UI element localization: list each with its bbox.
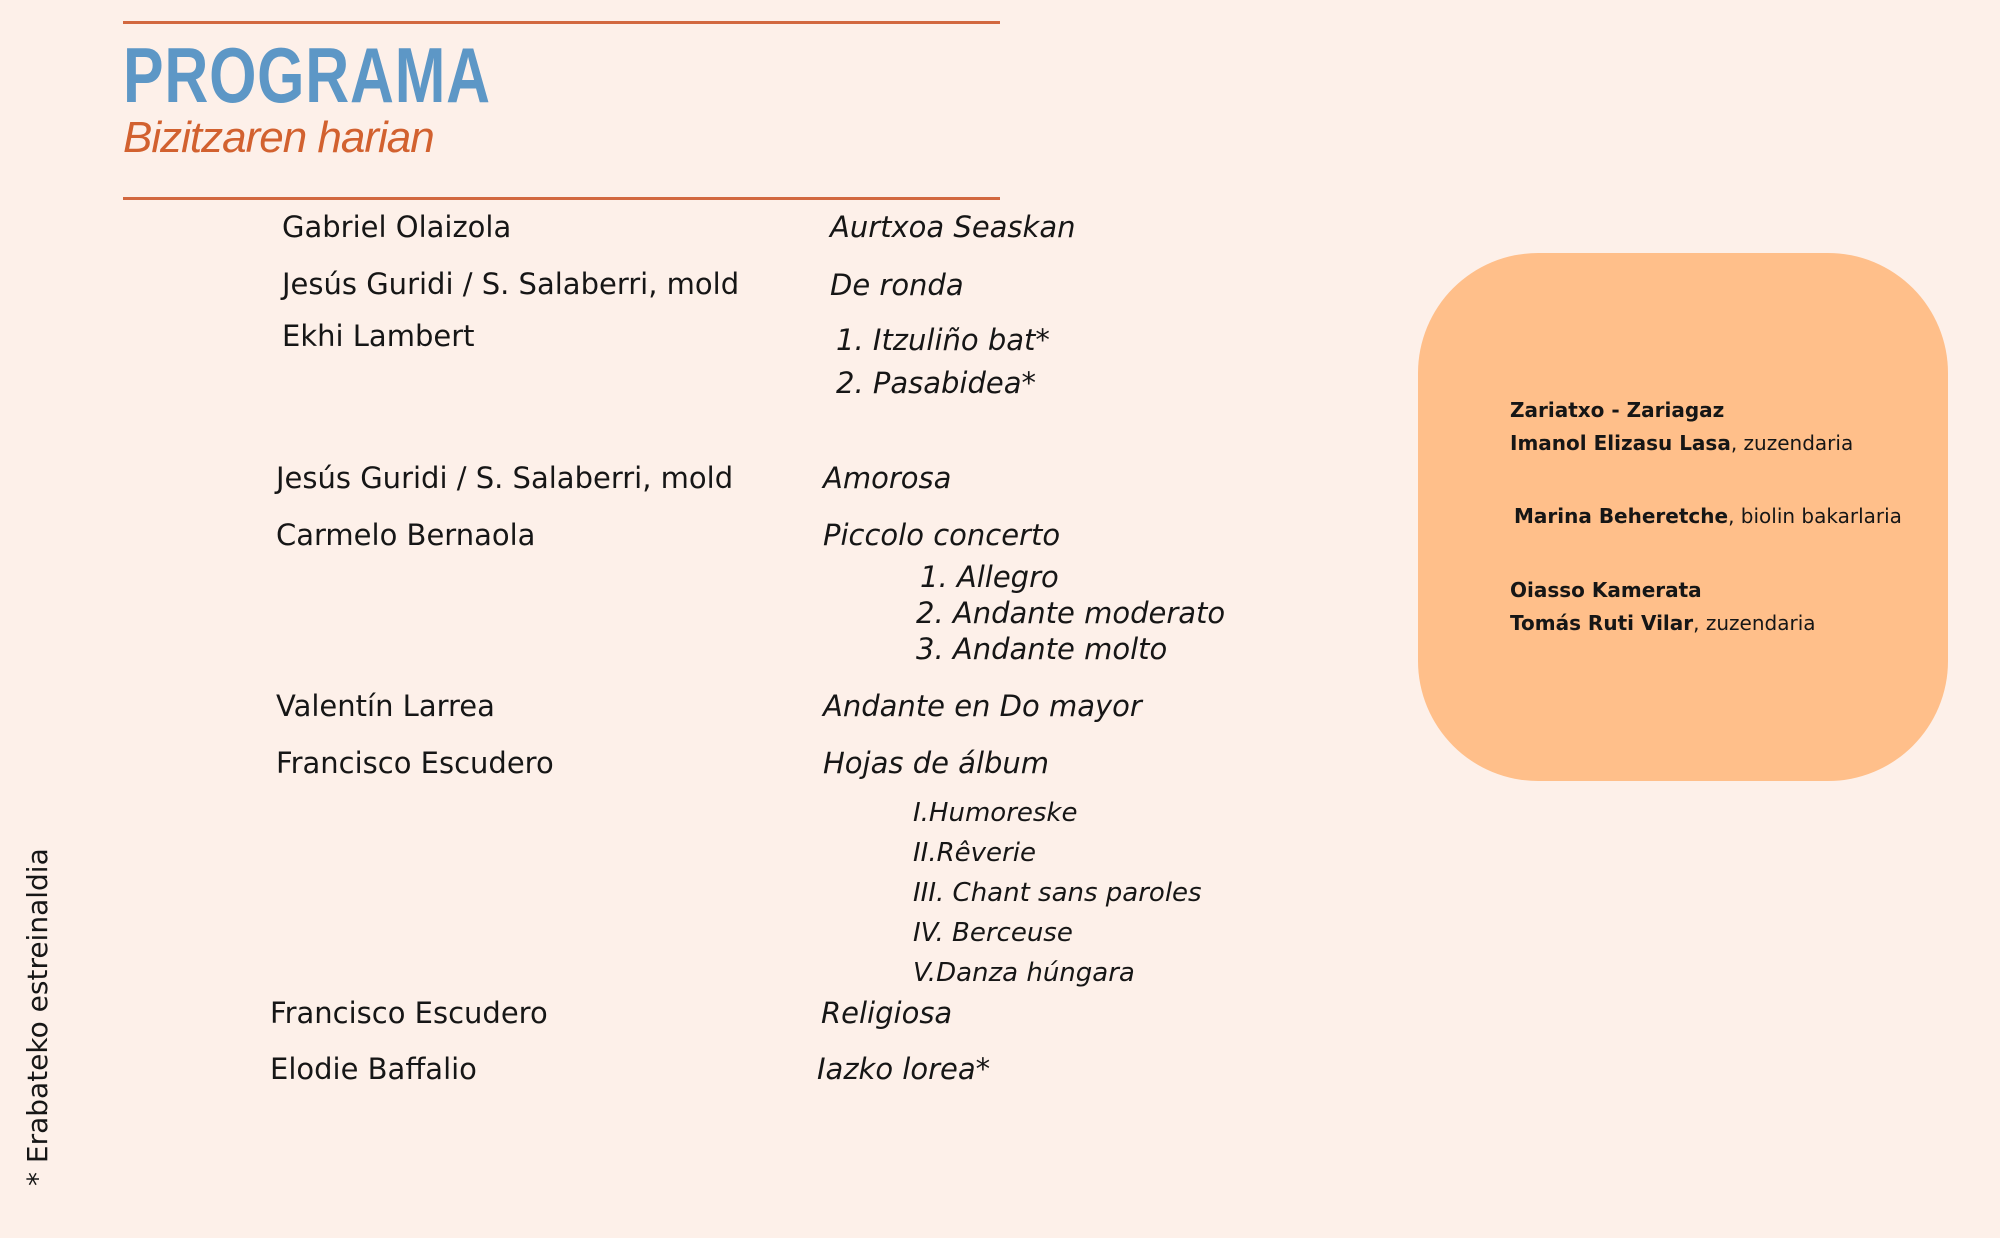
- program-item-piece: Piccolo concerto: [823, 518, 1061, 552]
- program-item-movement: 1. Itzuliño bat*: [836, 323, 1050, 357]
- premiere-footnote: * Erabateko estreinaldia: [21, 848, 54, 1186]
- program-item-movement: 3. Andante molto: [916, 632, 1168, 666]
- program-item-composer: Ekhi Lambert: [282, 319, 475, 353]
- program-item-movement: IV. Berceuse: [913, 918, 1073, 948]
- performer-name: Oiasso Kamerata: [1510, 578, 1702, 602]
- program-item-composer: Francisco Escudero: [276, 746, 554, 780]
- performer-name: Marina Beheretche: [1514, 504, 1729, 528]
- performer-role: , biolin bakarlaria: [1728, 504, 1902, 528]
- program-item-composer: Elodie Baffalio: [270, 1052, 477, 1086]
- program-item-piece: De ronda: [830, 268, 964, 302]
- program-item-composer: Jesús Guridi / S. Salaberri, mold: [276, 461, 734, 495]
- performer-name: Imanol Elizasu Lasa: [1510, 431, 1731, 455]
- program-item-piece: Hojas de álbum: [823, 746, 1050, 780]
- program-item-movement: 2. Pasabidea*: [836, 366, 1037, 400]
- program-item-movement: 1. Allegro: [920, 560, 1059, 594]
- program-item-movement: II.Rêverie: [913, 838, 1036, 868]
- program-item-piece: Andante en Do mayor: [823, 689, 1142, 723]
- program-item-movement: III. Chant sans paroles: [913, 878, 1202, 908]
- program-item-movement: I.Humoreske: [913, 798, 1078, 828]
- program-item-piece: Iazko lorea*: [817, 1052, 991, 1086]
- page-title: PROGRAMA: [123, 31, 491, 119]
- program-item-piece: Religiosa: [821, 996, 953, 1030]
- performer-line: [1510, 394, 1724, 426]
- performer-line: [1510, 427, 1853, 459]
- performer-line: [1510, 607, 1816, 639]
- performer-name: Zariatxo - Zariagaz: [1510, 398, 1725, 422]
- program-item-composer: Jesús Guridi / S. Salaberri, mold: [282, 267, 740, 301]
- performer-role: , zuzendaria: [1693, 611, 1816, 635]
- program-item-movement: V.Danza húngara: [913, 958, 1135, 988]
- performer-name: Tomás Ruti Vilar: [1510, 611, 1694, 635]
- program-item-composer: Gabriel Olaizola: [282, 210, 512, 244]
- page-subtitle: Bizitzaren harian: [123, 113, 434, 162]
- performer-role: , zuzendaria: [1730, 431, 1854, 455]
- performer-line: [1514, 500, 1902, 532]
- header-bottom-rule: [123, 197, 1000, 200]
- program-item-piece: Amorosa: [823, 461, 952, 495]
- program-item-movement: 2. Andante moderato: [916, 596, 1226, 630]
- program-item-composer: Carmelo Bernaola: [276, 518, 536, 552]
- performer-line: [1510, 574, 1702, 606]
- program-item-composer: Valentín Larrea: [276, 689, 495, 723]
- program-item-composer: Francisco Escudero: [270, 996, 548, 1030]
- program-item-piece: Aurtxoa Seaskan: [830, 210, 1076, 244]
- header-top-rule: [123, 21, 1000, 24]
